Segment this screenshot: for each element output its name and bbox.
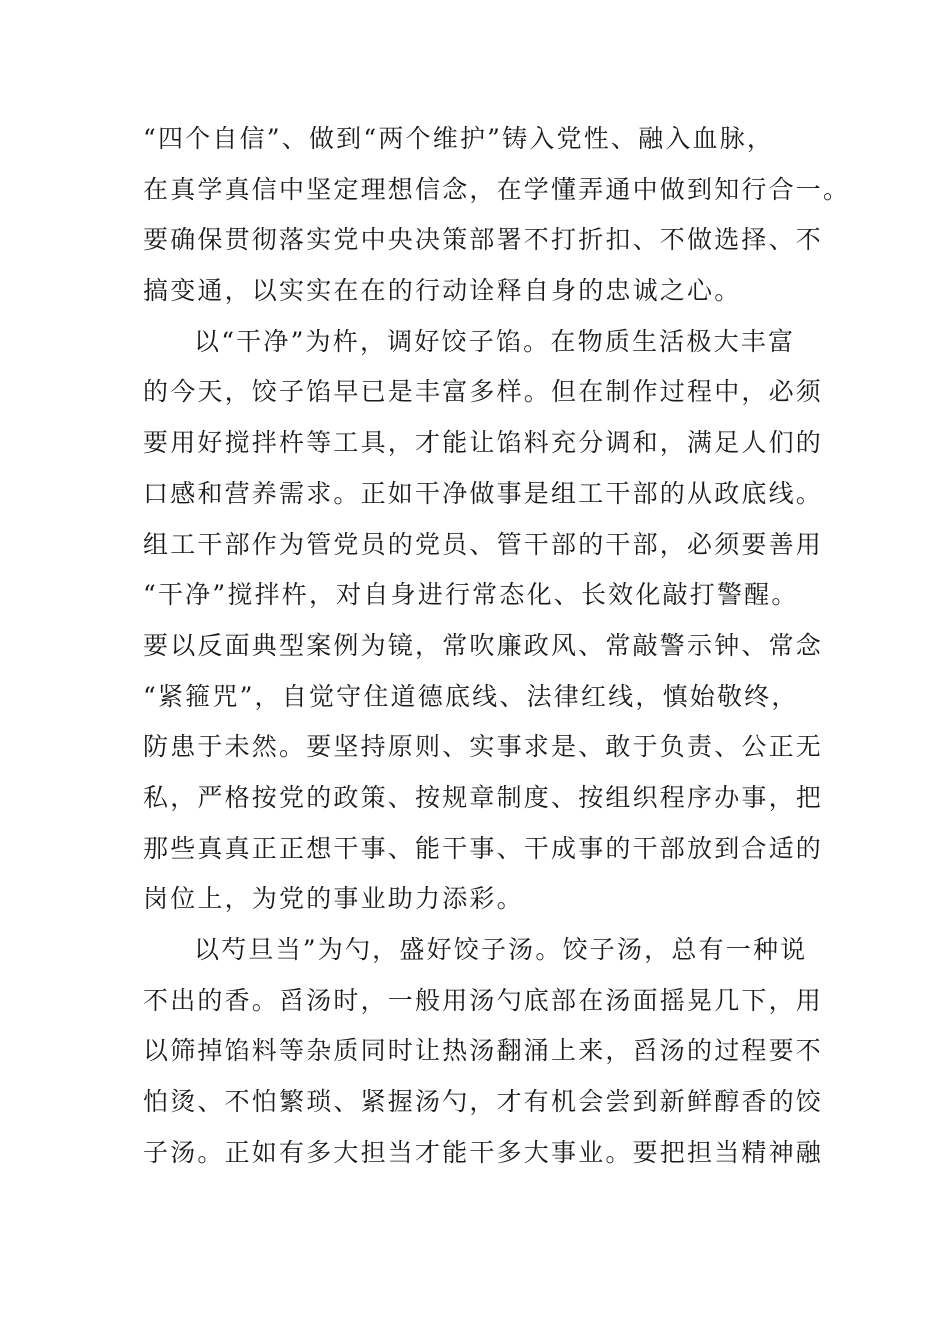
text-line: 搞变通，以实实在在的行动诠释自身的忠诚之心。 [143,276,742,306]
text-line: 口感和营养需求。正如干净做事是组工干部的从政底线。 [143,478,824,508]
text-line: 在真学真信中坚定理想信念，在学懂弄通中做到知行合一。 [143,174,851,204]
text-line: 要以反面典型案例为镜，常吹廉政风、常敲警示钟、常念 [143,630,824,660]
text-line: 防患于未然。要坚持原则、实事求是、敢于负责、公正无 [143,732,824,762]
text-line: 以筛掉馅料等杂质同时让热汤翻涌上来，舀汤的过程要不 [143,1036,824,1066]
text-line: “干净”搅拌杵，对自身进行常态化、长效化敲打警醒。 [143,580,799,610]
text-line: 岗位上，为党的事业助力添彩。 [143,884,524,914]
text-line: 私，严格按党的政策、按规章制度、按组织程序办事，把 [143,782,824,812]
body-text [143,114,851,1178]
text-line: 的今天，饺子馅早已是丰富多样。但在制作过程中，必须 [143,377,824,407]
text-line: 要确保贯彻落实党中央决策部署不打折扣、不做选择、不 [143,225,824,255]
text-line: 组工干部作为管党员的党员、管干部的干部，必须要善用 [143,529,824,559]
text-line: “四个自信”、做到“两个维护”铸入党性、融入血脉， [143,124,775,153]
text-line: 那些真真正正想干事、能干事、干成事的干部放到合适的 [143,833,824,863]
text-line: 怕烫、不怕繁琐、紧握汤勺，才有机会尝到新鲜醇香的饺 [143,1087,824,1117]
paragraph-start-line: 以“干净”为杵，调好饺子馅。在物质生活极大丰富 [194,326,796,356]
paragraph-start-line: 以芍旦当”为勺，盛好饺子汤。饺子汤，总有一种说 [194,935,808,964]
text-line: 子汤。正如有多大担当才能干多大事业。要把担当精神融 [143,1137,824,1167]
text-line: 要用好搅拌杵等工具，才能让馅料充分调和，满足人们的 [143,428,824,458]
text-line: 不出的香。舀汤时，一般用汤勺底部在汤面摇晃几下，用 [143,985,824,1015]
text-line: “紧箍咒”，自觉守住道德底线、法律红线，慎始敬终， [143,681,799,711]
